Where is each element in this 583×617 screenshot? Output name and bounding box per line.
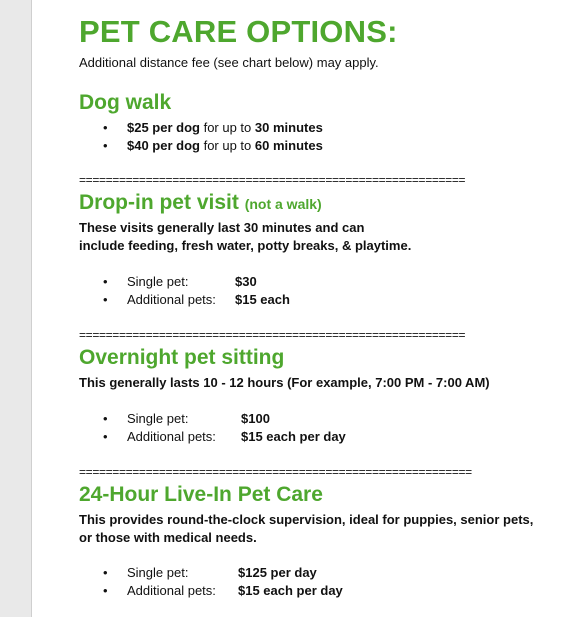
- dog-walk-list: [79, 119, 323, 155]
- section-divider: ===========================================================: [79, 466, 472, 478]
- list-item: • Additional pets: $15 each per day: [79, 582, 343, 600]
- drop-in-price-list: [79, 273, 290, 309]
- live-in-description: This provides round-the-clock supervision, ideal for puppies, senior pets, or those with medical needs.: [79, 512, 534, 545]
- list-item: • Single pet: $125 per day: [79, 564, 343, 582]
- live-in-heading: 24-Hour Live-In Pet Care: [79, 483, 323, 506]
- live-in-price-list: [79, 564, 343, 600]
- list-item: • $40 per dog for up to 60 minutes: [79, 137, 323, 155]
- list-item: • Additional pets: $15 each per day: [79, 428, 346, 446]
- overnight-price-list: [79, 410, 346, 446]
- distance-fee-note: Additional distance fee (see chart below) may apply.: [79, 55, 379, 70]
- drop-in-description: These visits generally last 30 minutes and can include feeding, fresh water, potty breaks, & playtime.: [79, 220, 412, 253]
- list-item: • Additional pets: $15 each: [79, 291, 290, 309]
- list-item: • Single pet: $100: [79, 410, 346, 428]
- page-title: PET CARE OPTIONS:: [79, 14, 398, 49]
- overnight-description: This generally lasts 10 - 12 hours (For example, 7:00 PM - 7:00 AM): [79, 375, 490, 390]
- document-page: [31, 0, 583, 617]
- drop-in-note: (not a walk): [244, 196, 322, 212]
- list-item: • $25 per dog for up to 30 minutes: [79, 119, 323, 137]
- list-item: • Single pet: $30: [79, 273, 290, 291]
- section-divider: ==========================================================: [79, 174, 466, 186]
- section-divider: ==========================================================: [79, 329, 466, 341]
- overnight-heading: Overnight pet sitting: [79, 346, 285, 369]
- dog-walk-heading: Dog walk: [79, 91, 172, 114]
- drop-in-heading: Drop-in pet visit (not a walk): [79, 191, 322, 214]
